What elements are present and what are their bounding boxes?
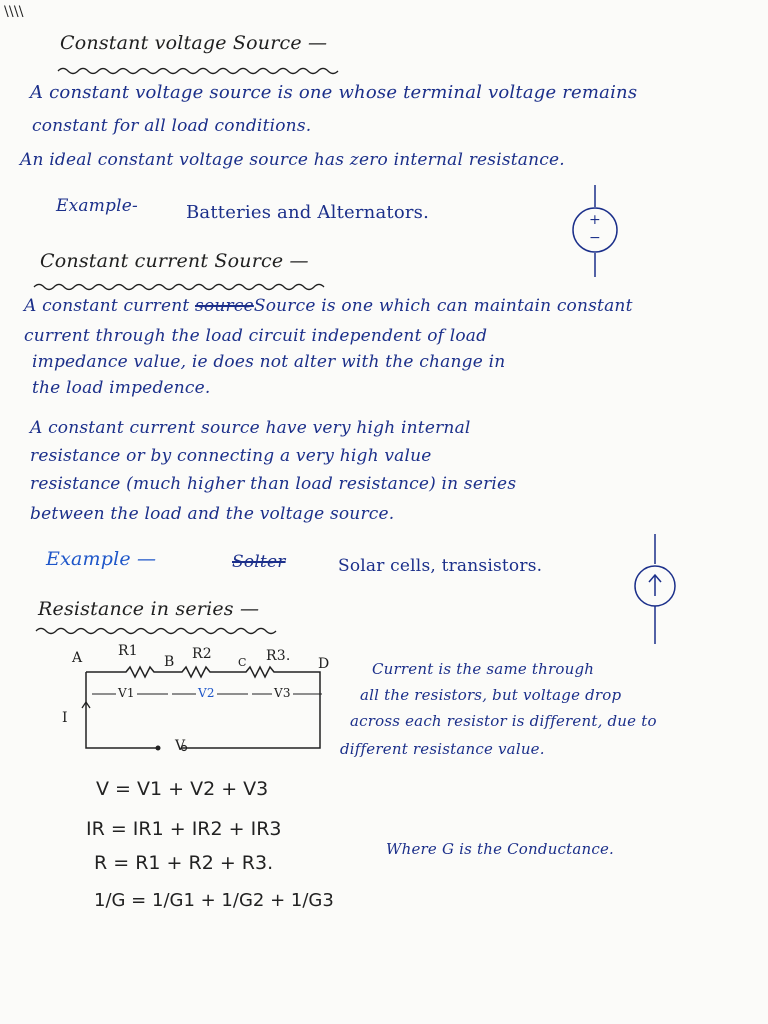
current-text-line1 bbox=[24, 296, 633, 316]
series-note-line3: across each resistor is different, due to bbox=[350, 712, 657, 730]
conductance-note: Where G is the Conductance. bbox=[386, 840, 615, 858]
voltage-example-text: Batteries and Alternators. bbox=[186, 202, 430, 223]
current-text-line1-pre: A constant current bbox=[24, 296, 196, 316]
voltage-text-line3: An ideal constant voltage source has zero internal resistance. bbox=[20, 150, 565, 170]
heading-underline-current bbox=[34, 282, 334, 292]
node-b-label: B bbox=[164, 654, 175, 670]
series-note-line4: different resistance value. bbox=[340, 740, 545, 758]
current-text-line8: between the load and the voltage source. bbox=[30, 504, 395, 524]
current-text-struck-word: source bbox=[195, 296, 254, 316]
r3-label: R3. bbox=[266, 648, 291, 664]
current-i-label: I bbox=[62, 710, 68, 726]
current-text-line5: A constant current source have very high internal bbox=[30, 418, 471, 438]
equation-resistance-sum: R = R1 + R2 + R3. bbox=[94, 852, 274, 874]
current-text-line2: current through the load circuit independent of load bbox=[24, 326, 488, 346]
voltage-symbol-plus: + bbox=[589, 212, 601, 228]
current-source-heading: Constant current Source — bbox=[40, 250, 309, 272]
source-v-label: V bbox=[175, 738, 186, 754]
v1-label: V1 bbox=[118, 686, 135, 700]
current-source-symbol-icon bbox=[632, 534, 678, 644]
series-note-line1: Current is the same through bbox=[372, 660, 595, 678]
equation-conductance-sum: 1/G = 1/G1 + 1/G2 + 1/G3 bbox=[94, 890, 334, 911]
voltage-example-label: Example- bbox=[56, 196, 138, 216]
corner-mark: \\\\ bbox=[4, 4, 24, 20]
r1-label: R1 bbox=[118, 643, 138, 659]
current-example-text: Solar cells, transistors. bbox=[338, 556, 543, 576]
heading-underline-voltage bbox=[58, 66, 348, 76]
voltage-text-line1: A constant voltage source is one whose terminal voltage remains bbox=[30, 82, 638, 103]
series-heading: Resistance in series — bbox=[38, 598, 260, 620]
voltage-source-heading: Constant voltage Source — bbox=[60, 32, 328, 54]
current-text-line7: resistance (much higher than load resistance) in series bbox=[30, 474, 517, 494]
v3-label: V3 bbox=[274, 686, 291, 700]
r2-label: R2 bbox=[192, 646, 212, 662]
equation-voltage-sum: V = V1 + V2 + V3 bbox=[96, 778, 269, 800]
current-text-line6: resistance or by connecting a very high value bbox=[30, 446, 432, 466]
current-text-line4: the load impedence. bbox=[32, 378, 211, 398]
node-a-label: A bbox=[72, 650, 83, 666]
current-text-line1-post: Source is one which can maintain constant bbox=[253, 296, 633, 316]
current-example-struck-word: Solter bbox=[232, 552, 286, 572]
node-d-label: D bbox=[318, 656, 330, 672]
heading-underline-series bbox=[36, 626, 276, 636]
v2-label: V2 bbox=[198, 686, 215, 700]
series-note-line2: all the resistors, but voltage drop bbox=[360, 686, 622, 704]
series-circuit-diagram bbox=[80, 660, 330, 752]
node-c-label: C bbox=[238, 656, 247, 669]
equation-ir-sum: IR = IR1 + IR2 + IR3 bbox=[86, 818, 282, 840]
current-example-label: Example — bbox=[46, 548, 157, 570]
current-text-line3: impedance value, ie does not alter with the change in bbox=[32, 352, 506, 372]
voltage-text-line2: constant for all load conditions. bbox=[32, 116, 312, 136]
voltage-symbol-minus: − bbox=[589, 230, 601, 246]
